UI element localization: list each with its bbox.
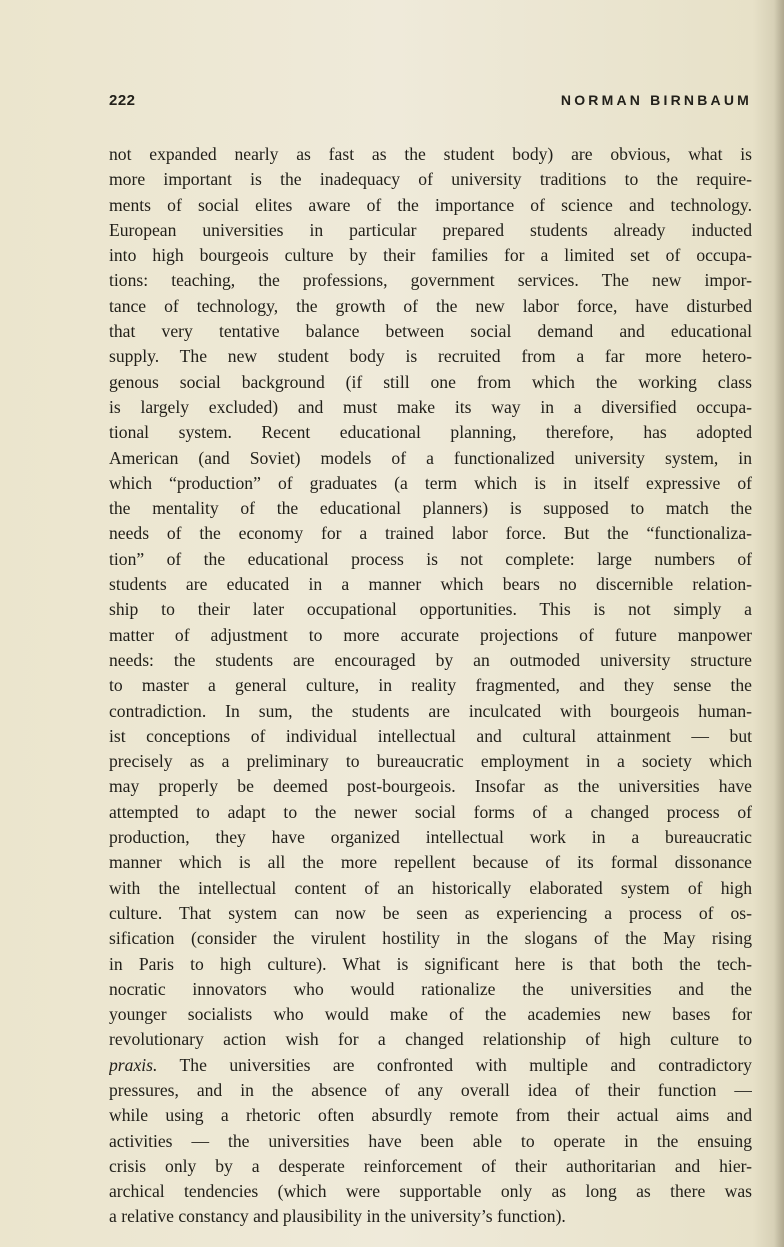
text-line: needs of the economy for a trained labor force. But the “functionaliza- — [109, 523, 752, 544]
text-line: that very tentative balance between social demand and educational — [109, 321, 752, 342]
text-line: crisis only by a desperate reinforcement of their authoritarian and hier- — [109, 1155, 752, 1176]
running-head: NORMAN BIRNBAUM — [560, 92, 752, 108]
text-line: manner which is all the more repellent because of its formal dissonance — [109, 852, 752, 873]
body-text — [109, 142, 752, 1230]
text-line: supply. The new student body is recruited from a far more hetero- — [109, 346, 752, 367]
text-line: to master a general culture, in reality fragmented, and they sense the — [109, 675, 752, 696]
text-line: tion” of the educational process is not complete: large numbers of — [109, 548, 752, 569]
italic-word: praxis. — [109, 1054, 158, 1075]
text-line: matter of adjustment to more accurate projections of future manpower — [109, 624, 752, 645]
text-line: ist conceptions of individual intellectual and cultural attainment — but — [109, 725, 752, 746]
text-line-rest: The universities are confronted with multiple and contradictory — [179, 1054, 752, 1075]
text-line: European universities in particular prepared students already inducted — [109, 219, 752, 240]
text-line: with the intellectual content of an historically elaborated system of high — [109, 877, 752, 898]
text-line: more important is the inadequacy of university traditions to the require- — [109, 169, 752, 190]
text-line: while using a rhetoric often absurdly remote from their actual aims and — [109, 1105, 752, 1126]
text-line: pressures, and in the absence of any overall idea of their function — — [109, 1079, 752, 1100]
text-line: is largely excluded) and must make its way in a diversified occupa- — [109, 396, 752, 417]
text-line: revolutionary action wish for a changed relationship of high culture to — [109, 1029, 752, 1050]
text-line: not expanded nearly as fast as the student body) are obvious, what is — [109, 144, 752, 164]
text-line: tional system. Recent educational planning, therefore, has adopted — [109, 422, 752, 443]
text-line: into high bourgeois culture by their families for a limited set of occupa- — [109, 245, 752, 266]
text-line: younger socialists who would make of the academies new bases for — [109, 1004, 752, 1025]
text-line: American (and Soviet) models of a functionalized university system, in — [109, 447, 752, 468]
page-number: 222 — [109, 92, 136, 109]
text-line: a relative constancy and plausibility in the university’s function). — [109, 1206, 566, 1227]
text-line: ments of social elites aware of the importance of science and technology. — [109, 194, 752, 215]
text-line: the mentality of the educational planners) is supposed to match the — [109, 498, 752, 519]
page-edge-shadow — [774, 0, 784, 1247]
text-line: production, they have organized intellectual work in a bureaucratic — [109, 827, 752, 848]
text-line: which “production” of graduates (a term which is in itself expressive of — [109, 472, 752, 493]
text-line: culture. That system can now be seen as experiencing a process of os- — [109, 902, 752, 923]
text-line-with-italic — [109, 1053, 752, 1078]
text-line: sification (consider the virulent hostility in the slogans of the May rising — [109, 928, 752, 949]
text-line: tions: teaching, the professions, government services. The new impor- — [109, 270, 752, 291]
text-line: activities — the universities have been able to operate in the ensuing — [109, 1130, 752, 1151]
text-line: students are educated in a manner which bears no discernible relation- — [109, 574, 752, 595]
text-line: attempted to adapt to the newer social forms of a changed process of — [109, 801, 752, 822]
text-line: may properly be deemed post-bourgeois. Insofar as the universities have — [109, 776, 752, 797]
text-line: ship to their later occupational opportunities. This is not simply a — [109, 599, 752, 620]
page-header — [109, 92, 752, 114]
text-line: contradiction. In sum, the students are inculcated with bourgeois human- — [109, 700, 752, 721]
text-line: needs: the students are encouraged by an outmoded university structure — [109, 649, 752, 670]
text-line: archical tendencies (which were supportable only as long as there was — [109, 1181, 752, 1202]
text-line: nocratic innovators who would rationalize the universities and the — [109, 978, 752, 999]
text-line: in Paris to high culture). What is significant here is that both the tech- — [109, 953, 752, 974]
text-line: tance of technology, the growth of the new labor force, have disturbed — [109, 295, 752, 316]
text-line: genous social background (if still one from which the working class — [109, 371, 752, 392]
text-line: precisely as a preliminary to bureaucratic employment in a society which — [109, 751, 752, 772]
